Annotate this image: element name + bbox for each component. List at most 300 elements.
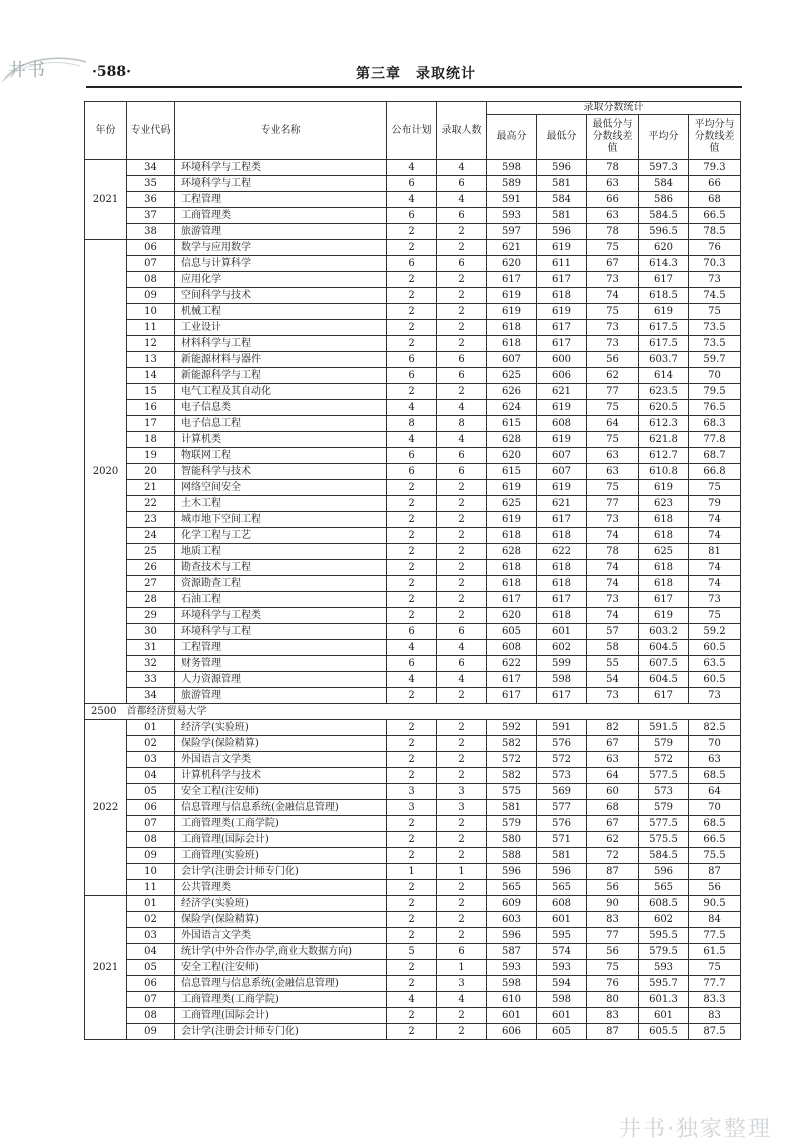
admitted-cell: 3 xyxy=(437,976,487,992)
code-cell: 16 xyxy=(127,400,175,416)
plan-cell: 2 xyxy=(387,720,437,736)
major-cell: 外国语言文学类 xyxy=(175,752,387,768)
max-cell: 608 xyxy=(487,640,537,656)
admitted-cell: 2 xyxy=(437,912,487,928)
plan-cell: 2 xyxy=(387,736,437,752)
avg-cell: 593 xyxy=(639,960,689,976)
min-cell: 599 xyxy=(537,656,587,672)
admitted-cell: 4 xyxy=(437,192,487,208)
max-cell: 591 xyxy=(487,192,537,208)
admitted-cell: 2 xyxy=(437,528,487,544)
min-diff-cell: 77 xyxy=(587,496,639,512)
avg-cell: 577.5 xyxy=(639,816,689,832)
max-cell: 596 xyxy=(487,864,537,880)
major-cell: 物联网工程 xyxy=(175,448,387,464)
avg-cell: 579 xyxy=(639,800,689,816)
min-diff-cell: 74 xyxy=(587,528,639,544)
plan-cell: 6 xyxy=(387,368,437,384)
table-row xyxy=(85,1024,741,1040)
code-cell: 08 xyxy=(127,832,175,848)
avg-diff-cell: 87.5 xyxy=(689,1024,741,1040)
min-diff-cell: 75 xyxy=(587,480,639,496)
avg-diff-cell: 64 xyxy=(689,784,741,800)
major-cell: 勘查技术与工程 xyxy=(175,560,387,576)
table-row xyxy=(85,160,741,176)
avg-cell: 617 xyxy=(639,272,689,288)
major-cell: 新能源材料与器件 xyxy=(175,352,387,368)
min-diff-cell: 62 xyxy=(587,832,639,848)
min-diff-cell: 77 xyxy=(587,384,639,400)
plan-cell: 2 xyxy=(387,688,437,704)
min-cell: 621 xyxy=(537,384,587,400)
max-cell: 593 xyxy=(487,960,537,976)
avg-diff-cell: 70.3 xyxy=(689,256,741,272)
min-diff-cell: 63 xyxy=(587,448,639,464)
admitted-cell: 6 xyxy=(437,944,487,960)
admitted-cell: 6 xyxy=(437,448,487,464)
admitted-cell: 2 xyxy=(437,832,487,848)
avg-cell: 619 xyxy=(639,608,689,624)
code-cell: 13 xyxy=(127,352,175,368)
table-row xyxy=(85,832,741,848)
max-cell: 575 xyxy=(487,784,537,800)
admitted-cell: 2 xyxy=(437,896,487,912)
plan-cell: 2 xyxy=(387,512,437,528)
plan-cell: 2 xyxy=(387,304,437,320)
table-row xyxy=(85,240,741,256)
min-cell: 621 xyxy=(537,496,587,512)
avg-diff-cell: 68.5 xyxy=(689,816,741,832)
avg-diff-cell: 59.7 xyxy=(689,352,741,368)
avg-cell: 595.7 xyxy=(639,976,689,992)
code-cell: 04 xyxy=(127,944,175,960)
year-cell: 2022 xyxy=(85,720,127,896)
min-diff-cell: 55 xyxy=(587,656,639,672)
min-diff-cell: 63 xyxy=(587,176,639,192)
max-cell: 581 xyxy=(487,800,537,816)
min-diff-cell: 67 xyxy=(587,816,639,832)
major-cell: 经济学(实验班) xyxy=(175,720,387,736)
code-cell: 09 xyxy=(127,288,175,304)
major-cell: 石油工程 xyxy=(175,592,387,608)
avg-diff-cell: 76 xyxy=(689,240,741,256)
min-diff-cell: 54 xyxy=(587,672,639,688)
avg-cell: 617 xyxy=(639,592,689,608)
code-cell: 25 xyxy=(127,544,175,560)
min-cell: 584 xyxy=(537,192,587,208)
max-cell: 628 xyxy=(487,544,537,560)
avg-cell: 619 xyxy=(639,480,689,496)
avg-cell: 619 xyxy=(639,304,689,320)
admitted-cell: 2 xyxy=(437,512,487,528)
plan-cell: 1 xyxy=(387,864,437,880)
max-cell: 598 xyxy=(487,976,537,992)
table-row xyxy=(85,352,741,368)
avg-cell: 614.3 xyxy=(639,256,689,272)
admitted-cell: 2 xyxy=(437,320,487,336)
max-cell: 565 xyxy=(487,880,537,896)
code-cell: 15 xyxy=(127,384,175,400)
major-cell: 环境科学与工程 xyxy=(175,176,387,192)
code-cell: 02 xyxy=(127,736,175,752)
avg-cell: 603.2 xyxy=(639,624,689,640)
plan-cell: 2 xyxy=(387,320,437,336)
min-diff-cell: 73 xyxy=(587,688,639,704)
code-cell: 37 xyxy=(127,208,175,224)
plan-cell: 2 xyxy=(387,544,437,560)
min-cell: 607 xyxy=(537,448,587,464)
max-cell: 617 xyxy=(487,592,537,608)
avg-diff-cell: 73 xyxy=(689,688,741,704)
min-diff-cell: 78 xyxy=(587,544,639,560)
min-diff-cell: 87 xyxy=(587,864,639,880)
major-cell: 电子信息类 xyxy=(175,400,387,416)
plan-cell: 2 xyxy=(387,896,437,912)
max-cell: 617 xyxy=(487,688,537,704)
avg-diff-cell: 60.5 xyxy=(689,640,741,656)
code-cell: 24 xyxy=(127,528,175,544)
code-cell: 32 xyxy=(127,656,175,672)
avg-cell: 595.5 xyxy=(639,928,689,944)
major-cell: 保险学(保险精算) xyxy=(175,736,387,752)
major-cell: 经济学(实验班) xyxy=(175,896,387,912)
max-cell: 625 xyxy=(487,496,537,512)
avg-cell: 617 xyxy=(639,688,689,704)
avg-cell: 618 xyxy=(639,560,689,576)
avg-cell: 603.7 xyxy=(639,352,689,368)
avg-cell: 605.5 xyxy=(639,1024,689,1040)
admitted-cell: 2 xyxy=(437,272,487,288)
major-cell: 地质工程 xyxy=(175,544,387,560)
admitted-cell: 2 xyxy=(437,304,487,320)
avg-diff-cell: 66.5 xyxy=(689,208,741,224)
max-cell: 601 xyxy=(487,1008,537,1024)
major-cell: 旅游管理 xyxy=(175,224,387,240)
avg-cell: 604.5 xyxy=(639,672,689,688)
min-cell: 618 xyxy=(537,288,587,304)
table-row xyxy=(85,720,741,736)
code-cell: 11 xyxy=(127,880,175,896)
min-diff-cell: 68 xyxy=(587,800,639,816)
major-cell: 工商管理类(工商学院) xyxy=(175,816,387,832)
table-row xyxy=(85,208,741,224)
table-row xyxy=(85,608,741,624)
max-cell: 607 xyxy=(487,352,537,368)
plan-cell: 2 xyxy=(387,240,437,256)
admitted-cell: 2 xyxy=(437,240,487,256)
avg-diff-cell: 76.5 xyxy=(689,400,741,416)
min-cell: 608 xyxy=(537,416,587,432)
admitted-cell: 2 xyxy=(437,384,487,400)
col-avg-diff: 平均分与分数线差值 xyxy=(689,115,741,160)
major-cell: 人力资源管理 xyxy=(175,672,387,688)
max-cell: 597 xyxy=(487,224,537,240)
min-cell: 576 xyxy=(537,816,587,832)
major-cell: 工商管理类(工商学院) xyxy=(175,992,387,1008)
table-row xyxy=(85,336,741,352)
code-cell: 28 xyxy=(127,592,175,608)
max-cell: 593 xyxy=(487,208,537,224)
min-cell: 617 xyxy=(537,512,587,528)
plan-cell: 6 xyxy=(387,448,437,464)
major-cell: 信息管理与信息系统(金融信息管理) xyxy=(175,976,387,992)
code-cell: 34 xyxy=(127,688,175,704)
min-cell: 606 xyxy=(537,368,587,384)
code-cell: 05 xyxy=(127,784,175,800)
min-diff-cell: 90 xyxy=(587,896,639,912)
table-row xyxy=(85,400,741,416)
table-row xyxy=(85,688,741,704)
min-cell: 596 xyxy=(537,864,587,880)
min-diff-cell: 67 xyxy=(587,256,639,272)
table-row xyxy=(85,816,741,832)
code-cell: 31 xyxy=(127,640,175,656)
avg-diff-cell: 90.5 xyxy=(689,896,741,912)
avg-diff-cell: 81 xyxy=(689,544,741,560)
plan-cell: 2 xyxy=(387,480,437,496)
admitted-cell: 6 xyxy=(437,464,487,480)
code-cell: 01 xyxy=(127,720,175,736)
table-row xyxy=(85,640,741,656)
min-cell: 608 xyxy=(537,896,587,912)
admitted-cell: 2 xyxy=(437,736,487,752)
major-cell: 空间科学与技术 xyxy=(175,288,387,304)
col-major: 专业名称 xyxy=(175,102,387,160)
admitted-cell: 2 xyxy=(437,336,487,352)
admitted-cell: 2 xyxy=(437,1024,487,1040)
avg-cell: 596.5 xyxy=(639,224,689,240)
code-cell: 03 xyxy=(127,928,175,944)
table-row xyxy=(85,880,741,896)
major-cell: 工程管理 xyxy=(175,640,387,656)
min-cell: 573 xyxy=(537,768,587,784)
table-row xyxy=(85,752,741,768)
admitted-cell: 1 xyxy=(437,960,487,976)
admitted-cell: 1 xyxy=(437,864,487,880)
table-row xyxy=(85,432,741,448)
col-min: 最低分 xyxy=(537,115,587,160)
table-row xyxy=(85,288,741,304)
major-cell: 工程管理 xyxy=(175,192,387,208)
admitted-cell: 2 xyxy=(437,288,487,304)
table-body xyxy=(85,160,741,1040)
min-diff-cell: 56 xyxy=(587,352,639,368)
min-cell: 617 xyxy=(537,336,587,352)
table-row xyxy=(85,928,741,944)
max-cell: 579 xyxy=(487,816,537,832)
avg-cell: 601 xyxy=(639,1008,689,1024)
major-cell: 应用化学 xyxy=(175,272,387,288)
code-cell: 20 xyxy=(127,464,175,480)
table-row xyxy=(85,272,741,288)
table-row xyxy=(85,192,741,208)
max-cell: 618 xyxy=(487,528,537,544)
max-cell: 603 xyxy=(487,912,537,928)
avg-diff-cell: 66.8 xyxy=(689,464,741,480)
min-cell: 569 xyxy=(537,784,587,800)
year-cell: 2020 xyxy=(85,240,127,704)
plan-cell: 4 xyxy=(387,192,437,208)
avg-diff-cell: 77.5 xyxy=(689,928,741,944)
min-diff-cell: 75 xyxy=(587,304,639,320)
code-cell: 18 xyxy=(127,432,175,448)
table-row xyxy=(85,512,741,528)
max-cell: 619 xyxy=(487,288,537,304)
code-cell: 09 xyxy=(127,848,175,864)
plan-cell: 4 xyxy=(387,432,437,448)
max-cell: 619 xyxy=(487,480,537,496)
plan-cell: 6 xyxy=(387,352,437,368)
major-cell: 工商管理(国际会计) xyxy=(175,1008,387,1024)
table-row xyxy=(85,768,741,784)
min-diff-cell: 73 xyxy=(587,512,639,528)
admitted-cell: 2 xyxy=(437,880,487,896)
avg-cell: 612.3 xyxy=(639,416,689,432)
min-cell: 619 xyxy=(537,304,587,320)
min-diff-cell: 73 xyxy=(587,592,639,608)
admitted-cell: 6 xyxy=(437,624,487,640)
plan-cell: 4 xyxy=(387,640,437,656)
min-cell: 581 xyxy=(537,176,587,192)
plan-cell: 2 xyxy=(387,880,437,896)
plan-cell: 2 xyxy=(387,528,437,544)
plan-cell: 4 xyxy=(387,992,437,1008)
university-row xyxy=(85,704,741,720)
admitted-cell: 2 xyxy=(437,848,487,864)
plan-cell: 2 xyxy=(387,384,437,400)
plan-cell: 2 xyxy=(387,816,437,832)
min-diff-cell: 72 xyxy=(587,848,639,864)
admitted-cell: 6 xyxy=(437,176,487,192)
admitted-cell: 2 xyxy=(437,720,487,736)
brand-logo: 井书 xyxy=(8,60,46,81)
avg-cell: 584 xyxy=(639,176,689,192)
plan-cell: 2 xyxy=(387,224,437,240)
min-diff-cell: 82 xyxy=(587,720,639,736)
min-diff-cell: 78 xyxy=(587,160,639,176)
avg-diff-cell: 63 xyxy=(689,752,741,768)
plan-cell: 2 xyxy=(387,608,437,624)
min-cell: 618 xyxy=(537,608,587,624)
max-cell: 622 xyxy=(487,656,537,672)
year-cell: 2021 xyxy=(85,160,127,240)
min-diff-cell: 75 xyxy=(587,960,639,976)
major-cell: 计算机类 xyxy=(175,432,387,448)
code-cell: 08 xyxy=(127,1008,175,1024)
avg-cell: 575.5 xyxy=(639,832,689,848)
admitted-cell: 2 xyxy=(437,768,487,784)
table-row xyxy=(85,528,741,544)
max-cell: 628 xyxy=(487,432,537,448)
admission-table xyxy=(84,101,741,1040)
code-cell: 14 xyxy=(127,368,175,384)
max-cell: 618 xyxy=(487,560,537,576)
min-diff-cell: 75 xyxy=(587,240,639,256)
table-row xyxy=(85,960,741,976)
avg-cell: 565 xyxy=(639,880,689,896)
avg-diff-cell: 73.5 xyxy=(689,336,741,352)
avg-cell: 612.7 xyxy=(639,448,689,464)
min-diff-cell: 64 xyxy=(587,416,639,432)
min-cell: 594 xyxy=(537,976,587,992)
max-cell: 598 xyxy=(487,160,537,176)
avg-cell: 591.5 xyxy=(639,720,689,736)
max-cell: 619 xyxy=(487,512,537,528)
min-diff-cell: 74 xyxy=(587,576,639,592)
admitted-cell: 6 xyxy=(437,352,487,368)
avg-cell: 618 xyxy=(639,512,689,528)
plan-cell: 6 xyxy=(387,624,437,640)
table-row xyxy=(85,416,741,432)
min-cell: 596 xyxy=(537,160,587,176)
min-cell: 622 xyxy=(537,544,587,560)
min-cell: 581 xyxy=(537,208,587,224)
major-cell: 外国语言文学类 xyxy=(175,928,387,944)
max-cell: 606 xyxy=(487,1024,537,1040)
code-cell: 38 xyxy=(127,224,175,240)
admitted-cell: 2 xyxy=(437,752,487,768)
major-cell: 资源勘查工程 xyxy=(175,576,387,592)
code-cell: 33 xyxy=(127,672,175,688)
avg-cell: 617.5 xyxy=(639,336,689,352)
avg-cell: 579.5 xyxy=(639,944,689,960)
table-row xyxy=(85,256,741,272)
major-cell: 计算机科学与技术 xyxy=(175,768,387,784)
avg-cell: 577.5 xyxy=(639,768,689,784)
avg-diff-cell: 68.5 xyxy=(689,768,741,784)
table-row xyxy=(85,656,741,672)
avg-diff-cell: 84 xyxy=(689,912,741,928)
max-cell: 605 xyxy=(487,624,537,640)
plan-cell: 6 xyxy=(387,464,437,480)
min-diff-cell: 78 xyxy=(587,224,639,240)
avg-diff-cell: 75 xyxy=(689,960,741,976)
avg-diff-cell: 74 xyxy=(689,528,741,544)
major-cell: 城市地下空间工程 xyxy=(175,512,387,528)
table-row xyxy=(85,800,741,816)
major-cell: 化学工程与工艺 xyxy=(175,528,387,544)
avg-cell: 618.5 xyxy=(639,288,689,304)
min-cell: 619 xyxy=(537,240,587,256)
avg-cell: 618 xyxy=(639,576,689,592)
code-cell: 30 xyxy=(127,624,175,640)
code-cell: 06 xyxy=(127,976,175,992)
max-cell: 609 xyxy=(487,896,537,912)
col-stats-group: 录取分数统计 xyxy=(487,102,741,115)
admitted-cell: 2 xyxy=(437,480,487,496)
admitted-cell: 4 xyxy=(437,992,487,1008)
admitted-cell: 2 xyxy=(437,560,487,576)
col-max: 最高分 xyxy=(487,115,537,160)
avg-diff-cell: 70 xyxy=(689,800,741,816)
max-cell: 620 xyxy=(487,448,537,464)
max-cell: 615 xyxy=(487,464,537,480)
code-cell: 07 xyxy=(127,992,175,1008)
avg-diff-cell: 59.2 xyxy=(689,624,741,640)
major-cell: 土木工程 xyxy=(175,496,387,512)
major-cell: 会计学(注册会计师专门化) xyxy=(175,864,387,880)
avg-diff-cell: 74 xyxy=(689,512,741,528)
major-cell: 公共管理类 xyxy=(175,880,387,896)
avg-diff-cell: 70 xyxy=(689,736,741,752)
avg-diff-cell: 77.7 xyxy=(689,976,741,992)
code-cell: 35 xyxy=(127,176,175,192)
col-avg: 平均分 xyxy=(639,115,689,160)
code-cell: 10 xyxy=(127,864,175,880)
admitted-cell: 2 xyxy=(437,688,487,704)
major-cell: 工商管理(国际会计) xyxy=(175,832,387,848)
major-cell: 智能科学与技术 xyxy=(175,464,387,480)
